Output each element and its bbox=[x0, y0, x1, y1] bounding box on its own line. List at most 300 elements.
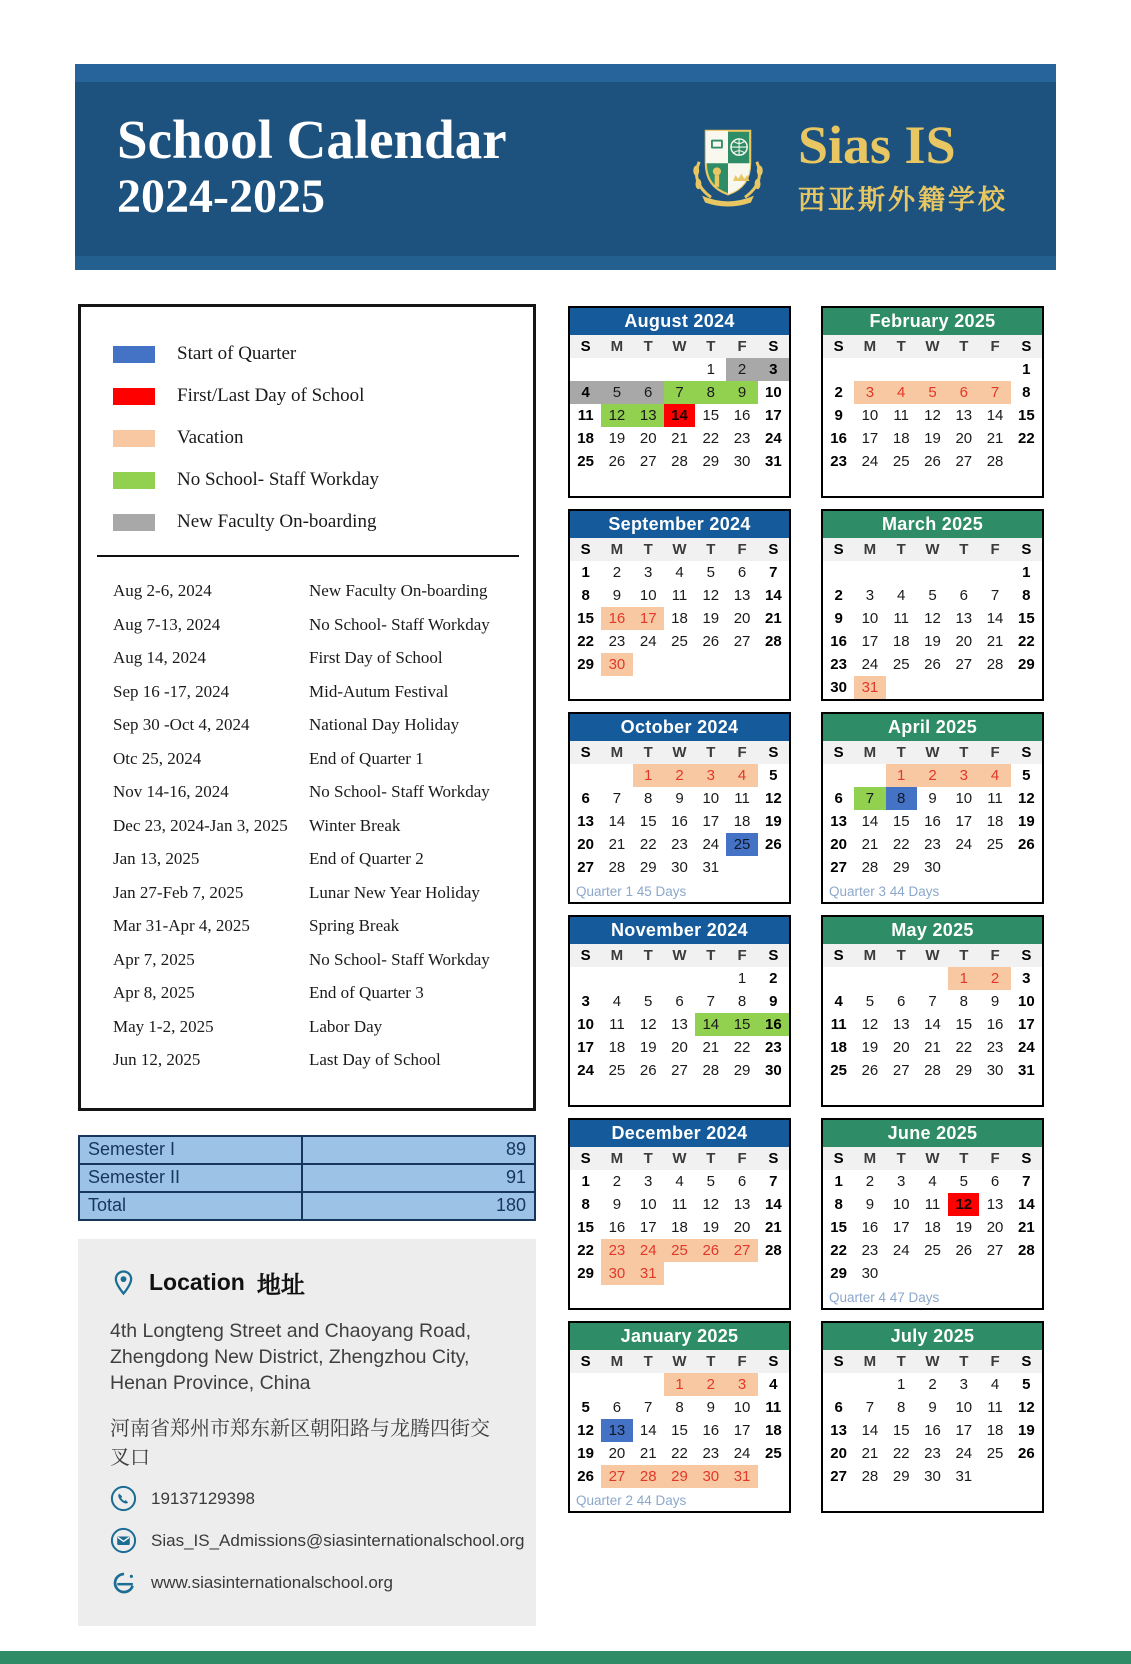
month-calendar bbox=[568, 306, 791, 498]
day-cell: 30 bbox=[830, 679, 847, 696]
event-row bbox=[113, 1017, 509, 1037]
day-cell-empty bbox=[823, 1373, 854, 1396]
page-subtitle: 2024-2025 bbox=[117, 170, 325, 224]
day-cell: 12 bbox=[702, 1196, 720, 1213]
day-cell: 22 bbox=[702, 430, 720, 447]
event-label: National Day Holiday bbox=[309, 715, 460, 734]
day-cell: 23 bbox=[861, 1242, 879, 1259]
day-cell: 8 bbox=[737, 993, 747, 1010]
day-cell: 9 bbox=[928, 790, 937, 807]
day-cell: 3 bbox=[865, 587, 875, 604]
day-cell: 23 bbox=[830, 656, 847, 673]
day-cell: 17 bbox=[861, 430, 879, 447]
event-row bbox=[113, 849, 509, 869]
day-cell: 14 bbox=[986, 407, 1004, 424]
quarter-footer: Quarter 3 44 Days bbox=[829, 884, 940, 899]
day-cell: 27 bbox=[892, 1062, 910, 1079]
day-cell: 7 bbox=[990, 587, 1000, 604]
month-calendar bbox=[821, 1118, 1044, 1310]
dow-cell: T bbox=[896, 1353, 906, 1370]
month-calendar bbox=[821, 1321, 1044, 1513]
day-cell: 28 bbox=[1018, 1242, 1035, 1259]
day-cell: 12 bbox=[924, 407, 941, 424]
dow-cell: F bbox=[737, 744, 747, 761]
day-cell: 1 bbox=[664, 1373, 695, 1396]
dow-cell: T bbox=[959, 744, 969, 761]
quarter-footer: Quarter 1 45 Days bbox=[576, 884, 687, 899]
day-cell: 9 bbox=[865, 1196, 875, 1213]
day-cell: 29 bbox=[955, 1062, 973, 1079]
day-cell: 21 bbox=[861, 836, 879, 853]
page-title: School Calendar bbox=[117, 108, 507, 170]
day-cell: 17 bbox=[1018, 1016, 1035, 1033]
day-cell: 16 bbox=[924, 813, 941, 830]
day-cell: 19 bbox=[1018, 813, 1035, 830]
day-cell: 31 bbox=[955, 1468, 973, 1485]
dow-cell: S bbox=[833, 744, 844, 761]
day-cell: 2 bbox=[612, 564, 622, 581]
dow-cell: T bbox=[643, 541, 653, 558]
day-cell: 6 bbox=[948, 381, 979, 404]
day-cell: 10 bbox=[1018, 993, 1035, 1010]
day-cell: 8 bbox=[1022, 384, 1031, 401]
dow-header bbox=[570, 538, 789, 561]
day-cell: 19 bbox=[765, 813, 782, 830]
day-cell: 29 bbox=[892, 1468, 910, 1485]
event-label: Labor Day bbox=[309, 1016, 383, 1036]
day-cell: 31 bbox=[702, 859, 720, 876]
event-label: New Faculty On-boarding bbox=[309, 581, 488, 600]
day-cell: 29 bbox=[892, 859, 910, 876]
day-cell: 4 bbox=[612, 993, 622, 1010]
semester-row bbox=[79, 1192, 535, 1220]
month-title: June 2025 bbox=[823, 1120, 1042, 1147]
dow-cell: T bbox=[706, 338, 716, 355]
day-cell: 6 bbox=[990, 1173, 1000, 1190]
month-title: January 2025 bbox=[570, 1323, 789, 1350]
day-cell: 30 bbox=[733, 453, 751, 470]
dow-cell: W bbox=[672, 541, 687, 558]
day-cell: 13 bbox=[633, 404, 664, 427]
day-cell-empty bbox=[570, 358, 601, 381]
day-cell: 4 bbox=[769, 1376, 778, 1393]
day-cell: 27 bbox=[726, 1239, 757, 1262]
month-calendar bbox=[568, 509, 791, 701]
day-cell: 24 bbox=[633, 1239, 664, 1262]
dow-cell: M bbox=[863, 947, 877, 964]
day-cell: 16 bbox=[608, 1219, 626, 1236]
day-cell: 22 bbox=[1018, 633, 1035, 650]
browser-icon bbox=[110, 1569, 137, 1596]
day-cell-empty bbox=[570, 1373, 601, 1396]
day-cell: 21 bbox=[671, 430, 688, 447]
day-cell: 6 bbox=[737, 564, 747, 581]
day-cell: 27 bbox=[671, 1062, 688, 1079]
day-cell: 26 bbox=[765, 836, 782, 853]
email-icon bbox=[110, 1527, 137, 1554]
dow-cell: F bbox=[737, 541, 747, 558]
divider bbox=[97, 555, 519, 557]
day-cell-empty bbox=[854, 764, 885, 787]
day-cell: 10 bbox=[639, 1196, 657, 1213]
day-cell: 23 bbox=[986, 1039, 1004, 1056]
event-row bbox=[113, 749, 509, 769]
month-days bbox=[570, 1170, 789, 1285]
semester-label: Semester II bbox=[79, 1164, 302, 1192]
day-cell: 7 bbox=[865, 1399, 875, 1416]
day-cell: 12 bbox=[765, 790, 782, 807]
event-label: Lunar New Year Holiday bbox=[309, 882, 480, 902]
dow-cell: F bbox=[737, 1150, 747, 1167]
phone-icon bbox=[110, 1485, 137, 1512]
day-cell: 19 bbox=[1018, 1422, 1035, 1439]
day-cell: 20 bbox=[892, 1039, 910, 1056]
dow-cell: S bbox=[1021, 1150, 1032, 1167]
dow-cell: F bbox=[737, 947, 747, 964]
event-label: First Day of School bbox=[309, 648, 443, 667]
semester-value: 91 bbox=[302, 1164, 535, 1192]
event-date: Apr 8, 2025 bbox=[113, 983, 195, 1002]
day-cell: 26 bbox=[1018, 836, 1035, 853]
month-calendar bbox=[821, 306, 1044, 498]
event-date: Nov 14-16, 2024 bbox=[113, 782, 229, 801]
day-cell: 18 bbox=[577, 430, 594, 447]
day-cell: 21 bbox=[986, 633, 1004, 650]
dow-cell: M bbox=[863, 744, 877, 761]
day-cell: 11 bbox=[734, 790, 750, 807]
day-cell: 27 bbox=[830, 859, 847, 876]
day-cell: 19 bbox=[955, 1219, 973, 1236]
month-days bbox=[823, 358, 1042, 473]
day-cell: 7 bbox=[612, 790, 622, 807]
day-cell: 6 bbox=[581, 790, 590, 807]
event-label: Mid-Autum Festival bbox=[309, 681, 449, 701]
day-cell: 16 bbox=[671, 813, 688, 830]
dow-cell: S bbox=[580, 947, 591, 964]
dow-cell: F bbox=[737, 1353, 747, 1370]
day-cell: 2 bbox=[834, 587, 843, 604]
day-cell: 27 bbox=[830, 1468, 847, 1485]
day-cell: 9 bbox=[834, 407, 843, 424]
dow-cell: W bbox=[925, 338, 940, 355]
dow-cell: W bbox=[672, 744, 687, 761]
legend-item bbox=[113, 385, 509, 407]
day-cell: 20 bbox=[733, 1219, 751, 1236]
event-label: End of Quarter 3 bbox=[309, 983, 424, 1002]
day-cell: 7 bbox=[769, 1173, 778, 1190]
day-cell: 11 bbox=[671, 587, 688, 604]
month-calendar bbox=[568, 712, 791, 904]
day-cell: 29 bbox=[639, 859, 657, 876]
day-cell: 31 bbox=[1018, 1062, 1035, 1079]
day-cell: 4 bbox=[979, 764, 1010, 787]
day-cell: 8 bbox=[675, 1399, 684, 1416]
day-cell: 16 bbox=[830, 430, 847, 447]
day-cell-empty bbox=[823, 561, 854, 584]
day-cell: 20 bbox=[639, 430, 657, 447]
day-cell: 5 bbox=[581, 1399, 590, 1416]
month-days bbox=[570, 764, 789, 879]
day-cell: 29 bbox=[733, 1062, 751, 1079]
day-cell: 25 bbox=[924, 1242, 941, 1259]
day-cell: 29 bbox=[664, 1465, 695, 1488]
dow-cell: W bbox=[672, 1150, 687, 1167]
day-cell: 3 bbox=[959, 1376, 968, 1393]
dow-cell: F bbox=[737, 338, 747, 355]
day-cell: 11 bbox=[609, 1016, 625, 1033]
day-cell: 22 bbox=[892, 1445, 910, 1462]
day-cell: 2 bbox=[612, 1173, 622, 1190]
dow-cell: T bbox=[706, 541, 716, 558]
day-cell: 5 bbox=[959, 1173, 968, 1190]
day-cell: 12 bbox=[601, 404, 632, 427]
day-cell: 5 bbox=[1022, 1376, 1031, 1393]
day-cell: 1 bbox=[706, 361, 715, 378]
dow-cell: S bbox=[1021, 1353, 1032, 1370]
event-row bbox=[113, 682, 509, 702]
day-cell: 21 bbox=[861, 1445, 879, 1462]
month-calendar bbox=[568, 1118, 791, 1310]
day-cell: 3 bbox=[644, 1173, 653, 1190]
semester-label: Total bbox=[79, 1192, 302, 1220]
day-cell: 18 bbox=[733, 813, 751, 830]
day-cell: 2 bbox=[865, 1173, 875, 1190]
day-cell: 2 bbox=[726, 358, 757, 381]
day-cell: 26 bbox=[955, 1242, 973, 1259]
day-cell: 25 bbox=[892, 656, 910, 673]
event-date: Aug 14, 2024 bbox=[113, 648, 207, 667]
day-cell: 7 bbox=[644, 1399, 653, 1416]
day-cell: 5 bbox=[917, 381, 948, 404]
day-cell: 10 bbox=[955, 1399, 973, 1416]
location-title-cn: 地址 bbox=[256, 1271, 305, 1299]
day-cell: 1 bbox=[886, 764, 917, 787]
dow-cell: T bbox=[959, 541, 969, 558]
event-date: Sep 16 -17, 2024 bbox=[113, 681, 230, 701]
day-cell: 23 bbox=[924, 1445, 941, 1462]
dow-cell: W bbox=[672, 947, 687, 964]
day-cell: 12 bbox=[702, 587, 720, 604]
day-cell: 25 bbox=[986, 1445, 1004, 1462]
day-cell: 5 bbox=[706, 1173, 715, 1190]
day-cell: 11 bbox=[830, 1016, 847, 1033]
day-cell: 19 bbox=[577, 1445, 594, 1462]
day-cell: 17 bbox=[702, 813, 720, 830]
day-cell: 4 bbox=[897, 587, 906, 604]
day-cell: 22 bbox=[733, 1039, 751, 1056]
month-title: November 2024 bbox=[570, 917, 789, 944]
day-cell: 13 bbox=[671, 1016, 688, 1033]
day-cell: 18 bbox=[892, 633, 910, 650]
day-cell: 20 bbox=[955, 633, 973, 650]
day-cell: 8 bbox=[695, 381, 726, 404]
event-date: Mar 31-Apr 4, 2025 bbox=[113, 916, 250, 935]
dow-cell: S bbox=[768, 541, 779, 558]
school-crest-logo bbox=[680, 114, 776, 220]
day-cell: 9 bbox=[928, 1399, 937, 1416]
day-cell: 16 bbox=[758, 1013, 789, 1036]
dow-cell: T bbox=[706, 947, 716, 964]
day-cell: 14 bbox=[639, 1422, 657, 1439]
dow-cell: W bbox=[925, 541, 940, 558]
dow-header bbox=[570, 335, 789, 358]
day-cell: 12 bbox=[1018, 1399, 1035, 1416]
day-cell: 3 bbox=[948, 764, 979, 787]
day-cell: 22 bbox=[671, 1445, 688, 1462]
day-cell: 11 bbox=[765, 1399, 782, 1416]
day-cell-empty bbox=[823, 358, 854, 381]
day-cell: 1 bbox=[633, 764, 664, 787]
event-label: Spring Break bbox=[309, 916, 400, 935]
day-cell: 14 bbox=[986, 610, 1004, 627]
day-cell: 25 bbox=[892, 453, 910, 470]
event-row bbox=[113, 950, 509, 970]
dow-cell: T bbox=[706, 1150, 716, 1167]
legend-swatch bbox=[113, 472, 155, 489]
day-cell: 30 bbox=[861, 1265, 879, 1282]
day-cell: 3 bbox=[758, 358, 789, 381]
dow-cell: T bbox=[959, 1150, 969, 1167]
dow-cell: S bbox=[580, 744, 591, 761]
day-cell-empty bbox=[854, 967, 885, 990]
day-cell: 7 bbox=[1022, 1173, 1031, 1190]
day-cell: 17 bbox=[577, 1039, 594, 1056]
month-title: May 2025 bbox=[823, 917, 1042, 944]
day-cell: 18 bbox=[608, 1039, 626, 1056]
legend bbox=[113, 343, 509, 533]
day-cell: 15 bbox=[726, 1013, 757, 1036]
address-cn: 河南省郑州市郑东新区朝阳路与龙腾四街交叉口 bbox=[110, 1418, 490, 1470]
day-cell: 13 bbox=[830, 1422, 847, 1439]
day-cell: 31 bbox=[854, 676, 885, 699]
day-cell: 3 bbox=[854, 381, 885, 404]
phone-number: 19137129398 bbox=[151, 1488, 256, 1508]
legend-swatch bbox=[113, 430, 155, 447]
day-cell-empty bbox=[664, 358, 695, 381]
day-cell: 11 bbox=[893, 610, 909, 627]
day-cell: 4 bbox=[726, 764, 757, 787]
day-cell-empty bbox=[823, 764, 854, 787]
day-cell: 25 bbox=[577, 453, 594, 470]
day-cell: 11 bbox=[893, 407, 909, 424]
day-cell: 4 bbox=[675, 1173, 684, 1190]
day-cell: 2 bbox=[664, 764, 695, 787]
day-cell: 27 bbox=[577, 859, 594, 876]
dow-cell: W bbox=[925, 1150, 940, 1167]
day-cell: 28 bbox=[671, 453, 688, 470]
day-cell: 15 bbox=[1018, 610, 1035, 627]
day-cell: 24 bbox=[1018, 1039, 1035, 1056]
dow-cell: T bbox=[896, 744, 906, 761]
day-cell: 4 bbox=[834, 993, 843, 1010]
day-cell: 20 bbox=[671, 1039, 688, 1056]
day-cell: 19 bbox=[702, 1219, 720, 1236]
day-cell: 12 bbox=[948, 1193, 979, 1216]
day-cell-empty bbox=[570, 967, 601, 990]
brand-name: Sias IS bbox=[798, 114, 956, 175]
month-days bbox=[823, 1373, 1042, 1488]
day-cell-empty bbox=[948, 358, 979, 381]
day-cell: 11 bbox=[671, 1196, 688, 1213]
legend-item bbox=[113, 511, 509, 533]
dow-cell: W bbox=[672, 338, 687, 355]
events-list bbox=[113, 581, 509, 1070]
phone-row bbox=[110, 1485, 508, 1512]
day-cell: 26 bbox=[924, 453, 941, 470]
event-label: Winter Break bbox=[309, 815, 401, 835]
day-cell: 23 bbox=[601, 1239, 632, 1262]
day-cell: 3 bbox=[644, 564, 653, 581]
day-cell-empty bbox=[948, 561, 979, 584]
left-column bbox=[78, 304, 536, 1626]
day-cell: 12 bbox=[577, 1422, 594, 1439]
day-cell: 13 bbox=[986, 1196, 1004, 1213]
event-row bbox=[113, 983, 509, 1003]
month-days bbox=[823, 561, 1042, 699]
month-calendar bbox=[821, 712, 1044, 904]
day-cell: 30 bbox=[601, 1262, 632, 1285]
event-row bbox=[113, 1050, 509, 1070]
day-cell: 7 bbox=[854, 787, 885, 810]
day-cell: 21 bbox=[765, 610, 782, 627]
day-cell: 8 bbox=[1022, 587, 1031, 604]
email-address: Sias_IS_Admissions@siasinternationalschool.org bbox=[151, 1530, 525, 1550]
day-cell-empty bbox=[633, 1373, 664, 1396]
legend-swatch bbox=[113, 514, 155, 531]
month-days bbox=[570, 967, 789, 1082]
month-title: December 2024 bbox=[570, 1120, 789, 1147]
dow-cell: S bbox=[833, 1353, 844, 1370]
day-cell: 25 bbox=[726, 833, 757, 856]
day-cell: 18 bbox=[924, 1219, 941, 1236]
day-cell: 10 bbox=[702, 790, 720, 807]
day-cell: 5 bbox=[769, 767, 778, 784]
event-row bbox=[113, 916, 509, 936]
dow-cell: T bbox=[643, 947, 653, 964]
day-cell: 2 bbox=[917, 764, 948, 787]
address-en: 4th Longteng Street and Chaoyang Road, Zhengdong New District, Zhengzhou City, Henan Province, China bbox=[110, 1319, 472, 1395]
dow-cell: F bbox=[990, 1353, 1000, 1370]
day-cell: 25 bbox=[608, 1062, 626, 1079]
day-cell: 5 bbox=[928, 587, 937, 604]
day-cell: 28 bbox=[986, 656, 1004, 673]
month-title: October 2024 bbox=[570, 714, 789, 741]
day-cell: 17 bbox=[633, 607, 664, 630]
day-cell: 25 bbox=[986, 836, 1004, 853]
day-cell: 23 bbox=[830, 453, 847, 470]
dow-cell: S bbox=[1021, 338, 1032, 355]
dow-cell: M bbox=[610, 744, 624, 761]
day-cell: 6 bbox=[959, 587, 968, 604]
page bbox=[0, 64, 1131, 1626]
dow-cell: T bbox=[959, 338, 969, 355]
day-cell: 30 bbox=[986, 1062, 1004, 1079]
event-label: No School- Staff Workday bbox=[309, 949, 490, 969]
day-cell: 10 bbox=[577, 1016, 594, 1033]
dow-cell: F bbox=[990, 541, 1000, 558]
day-cell-empty bbox=[886, 358, 917, 381]
day-cell: 5 bbox=[706, 564, 715, 581]
day-cell: 27 bbox=[955, 453, 973, 470]
legend-item bbox=[113, 427, 509, 449]
day-cell: 27 bbox=[955, 656, 973, 673]
day-cell: 28 bbox=[608, 859, 626, 876]
day-cell: 27 bbox=[986, 1242, 1004, 1259]
dow-header bbox=[570, 1350, 789, 1373]
day-cell: 4 bbox=[990, 1376, 1000, 1393]
dow-cell: S bbox=[580, 1353, 591, 1370]
day-cell: 15 bbox=[955, 1016, 973, 1033]
